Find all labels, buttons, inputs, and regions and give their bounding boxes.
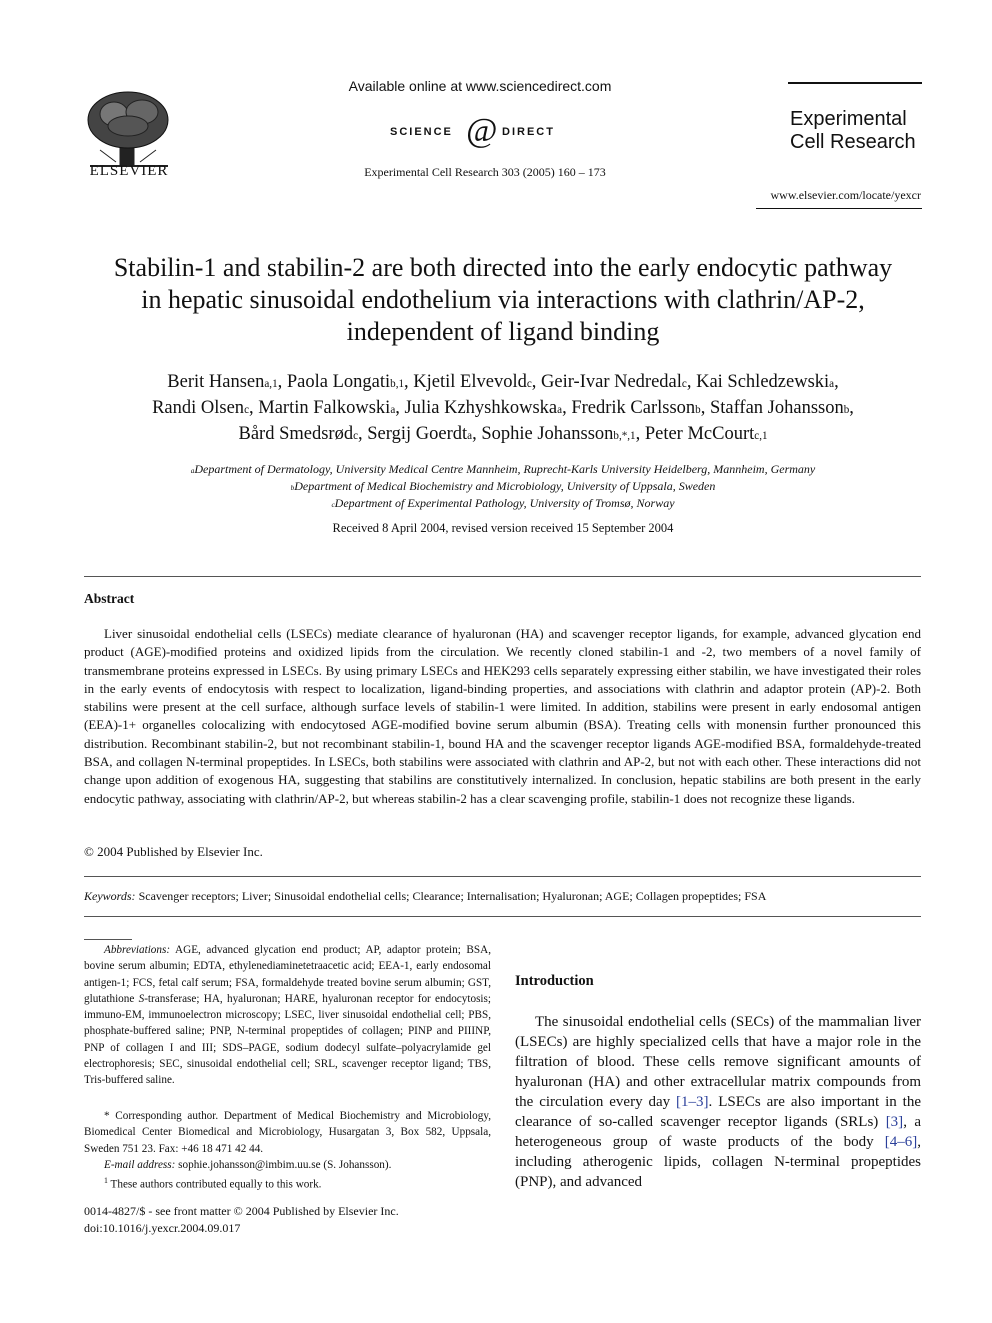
keywords-bottom-rule: [84, 916, 921, 917]
journal-citation: Experimental Cell Research 303 (2005) 160 – 173: [364, 165, 606, 179]
journal-name-line2: Cell Research: [790, 131, 916, 153]
abbreviations-s-italic: S: [138, 992, 145, 1005]
affiliation-sup: c: [331, 501, 335, 509]
title-line3: independent of ligand binding: [346, 317, 660, 346]
affiliation-text: Department of Experimental Pathology, University of Tromsø, Norway: [334, 496, 675, 510]
author-affil-sup: b: [843, 404, 850, 416]
affiliation-sup: a: [190, 467, 195, 475]
footnote-rule: [84, 939, 132, 940]
intro-text: , a heterogeneous group of waste products of the body: [515, 1114, 921, 1150]
email-address[interactable]: sophie.johansson@imbim.uu.se (S. Johansson).: [175, 1159, 392, 1171]
author-affil-sup: c: [353, 430, 359, 442]
title-line1: Stabilin-1 and stabilin-2 are both directed into the early endocytic pathway: [113, 253, 893, 282]
title-line2: in hepatic sinusoidal endothelium via interactions with clathrin/AP-2,: [141, 285, 865, 314]
front-matter: [84, 1203, 399, 1237]
author-name: Kjetil Elvevold: [413, 372, 527, 392]
author-name: Staffan Johansson: [709, 398, 844, 418]
author-name: Bård Smedsrød: [238, 424, 354, 444]
journal-name: [790, 108, 916, 154]
sciencedirect-logo: [380, 112, 590, 154]
author-name: Geir-Ivar Nedredal: [541, 372, 682, 392]
author-affil-sup: c: [681, 378, 687, 390]
abstract-heading: Abstract: [84, 591, 135, 606]
keywords-text: Scavenger receptors; Liver; Sinusoidal endothelial cells; Clearance; Internalisation; Hyaluronan; AGE; Collagen propeptides; FSA: [138, 889, 767, 903]
abstract-body: Liver sinusoidal endothelial cells (LSECs) mediate clearance of hyaluronan (HA) and scavenger receptor ligands, for example, advanced glycation end product (AGE)-modified proteins and oxidized lipids from the circulation. We recently cloned stabilin-1 and -2, two members of a novel family of transmembrane proteins expressed in LSECs. By using primary LSECs and HEK293 cells separately expressing either stabilin, we have investigated their roles in the early events of endocytosis with respect to localization, ligand-binding properties, and associations with clathrin and adaptor protein (AP)-2. Both stabilins were present at the cell surface, although surface levels of stabilin-1 were limited. In addition, stabilins were present in early endosomal antigen (EEA)-1+ organelles colocalizing with endocytosed AGE-modified bovine serum albumin (BSA). Treating cells with monensin further pronounced this distribution. Recombinant stabilin-2, but not recombinant stabilin-1, bound HA and the scavenger receptor ligands AGE-modified BSA, formaldehyde-treated BSA, and collagen N-terminal propeptides. In LSECs, both stabilins were associated with clathrin and AP-2, but not with each other. These interactions did not change upon addition of exogenous HA, suggesting that stabilins are constitutively internalized. In conclusion, hepatic stabilins are both present in the early endocytic pathway, associating with clathrin/AP-2, but whereas stabilin-2 has a clear scavenging profile, stabilin-1 does not recognize these ligands.: [84, 626, 921, 806]
author-affil-sup: c,1: [754, 430, 768, 442]
sd-at-symbol: @: [466, 112, 498, 149]
author-line-1: Berit Hansen$^{a,1}$, Paola Longati$^{b,1}$, Kjetil Elvevold$^c$, Geir-Ivar Nedredal$^c$, Kai Schledzewski$^a$,: [167, 372, 839, 392]
abbreviations-label: Abbreviations:: [104, 944, 171, 956]
author-name: Peter McCourt: [644, 424, 755, 444]
author-list: [80, 369, 926, 447]
elsevier-wordmark: ELSEVIER: [89, 163, 169, 179]
email-label: E-mail address:: [104, 1159, 176, 1171]
author-line-3: Bård Smedsrød$^c$, Sergij Goerdt$^a$, Sophie Johansson$^{b,*,1}$, Peter McCourt$^{c,1}$: [238, 424, 768, 444]
author-name: Sergij Goerdt: [367, 424, 468, 444]
author-affil-sup: a,1: [264, 378, 278, 390]
citation-link[interactable]: [4–6]: [884, 1134, 918, 1150]
footnote-equal-contribution: [84, 1173, 491, 1193]
author-affil-sup: a: [829, 378, 835, 390]
author-affil-sup: b,1: [390, 378, 405, 390]
affiliation-b: [80, 478, 926, 495]
footnote-mark: 1: [104, 1176, 108, 1185]
header-rule: [756, 208, 922, 209]
doi-line[interactable]: doi:10.1016/j.yexcr.2004.09.017: [84, 1221, 241, 1235]
author-affil-sup: b,*,1: [613, 430, 636, 442]
affiliation-c: [80, 495, 926, 512]
keywords-label: Keywords:: [84, 889, 136, 903]
introduction-heading: Introduction: [515, 973, 594, 989]
received-dates: Received 8 April 2004, revised version received 15 September 2004: [332, 521, 674, 535]
sd-science-label: SCIENCE: [390, 126, 453, 138]
footnote-email: [84, 1157, 491, 1173]
keywords-top-rule: [84, 876, 921, 877]
author-affil-sup: a: [390, 404, 396, 416]
author-name: Martin Falkowski: [258, 398, 391, 418]
author-affil-sup: a: [557, 404, 563, 416]
author-affil-sup: c: [244, 404, 249, 416]
abstract-copyright: © 2004 Published by Elsevier Inc.: [84, 844, 263, 859]
sd-direct-label: DIRECT: [502, 126, 555, 138]
affiliation-text: Department of Dermatology, University Medical Centre Mannheim, Ruprecht-Karls University Heidelberg, Mannheim, Germany: [194, 462, 816, 476]
intro-text: The sinusoidal endothelial cells (SECs) of the mammalian liver (LSECs) are highly specialized cells that have a major role in the filtration of blood. These cells remove significant amounts of hyaluronan (HA) and other extracellular matrix compounds from the circulation every day: [515, 1014, 921, 1110]
citation-link[interactable]: [3]: [885, 1114, 904, 1130]
abstract-top-rule: [84, 576, 921, 577]
author-name: Julia Kzhyshkowska: [404, 398, 558, 418]
abbreviations-text-b: -transferase; HA, hyaluronan; HARE, hyaluronan receptor for endocytosis; immuno-EM, immunoelectron microscopy; LSEC, liver sinusoidal endothelial cell; PBS, phosphate-buffered saline; PNP, N-terminal propeptides of collagen; PINP and PIIINP, PNP of collagen I and III; SDS–PAGE, sodium dodecyl sulfate–polyacrylamide gel electrophoresis; SEC, sinusoidal endothelial cell; SRL, scavenger receptor ligand; TBS, Tris-buffered saline.: [84, 992, 491, 1087]
author-affil-sup: a: [467, 430, 473, 442]
footnote-abbreviations: [84, 942, 491, 1089]
keywords: [84, 889, 921, 904]
author-name: Fredrik Carlsson: [571, 398, 696, 418]
equal-contribution-text: These authors contributed equally to this work.: [107, 1178, 322, 1191]
author-name: Randi Olsen: [152, 398, 245, 418]
affiliation-a: [80, 461, 926, 478]
article-title: [80, 252, 926, 348]
author-name: Berit Hansen: [167, 372, 265, 392]
issn-line: 0014-4827/$ - see front matter © 2004 Published by Elsevier Inc.: [84, 1204, 399, 1218]
affiliations: [80, 461, 926, 512]
intro-text: . LSECs are also important in the clearance of so-called scavenger receptor ligands (SRLs): [515, 1094, 921, 1130]
affiliation-sup: b: [290, 484, 295, 492]
citation-link[interactable]: [1–3]: [676, 1094, 709, 1110]
author-affil-sup: b: [695, 404, 701, 416]
abbreviations-text-a: AGE, advanced glycation end product; AP, adaptor protein; BSA, bovine serum albumin; EDTA, ethylenediaminetetraacetic acid; EEA-1, early endosomal antigen-1; FCS, fetal calf serum; FSA, formaldehyde treated bovine serum albumin; GST, glutathione: [84, 944, 491, 1005]
footnote-corresponding-author: * Corresponding author. Department of Medical Biochemistry and Microbiology, Biomedical Center Biomedical and Microbiology, Husargatan 3, Box 582, Uppsala, Sweden 751 23. Fax: +46 18 471 42 44.: [84, 1110, 491, 1155]
author-affil-sup: c: [526, 378, 532, 390]
author-name: Sophie Johansson: [481, 424, 614, 444]
journal-name-line1: Experimental: [790, 108, 907, 130]
journal-top-rule: [788, 82, 922, 84]
author-line-2: Randi Olsen$^c$, Martin Falkowski$^a$, Julia Kzhyshkowska$^a$, Fredrik Carlsson$^b$, Staffan Johansson$^b$,: [152, 398, 854, 418]
author-name: Paola Longati: [286, 372, 391, 392]
introduction-body: [515, 1012, 921, 1192]
available-online-text: Available online at www.sciencedirect.com: [348, 78, 612, 94]
author-name: Kai Schledzewski: [696, 372, 830, 392]
intro-text: , including atherogenic lipids, collagen N-terminal propeptides (PNP), and advanced: [515, 1134, 921, 1190]
affiliation-text: Department of Medical Biochemistry and Microbiology, University of Uppsala, Sweden: [294, 479, 716, 493]
journal-url[interactable]: www.elsevier.com/locate/yexcr: [770, 188, 921, 202]
